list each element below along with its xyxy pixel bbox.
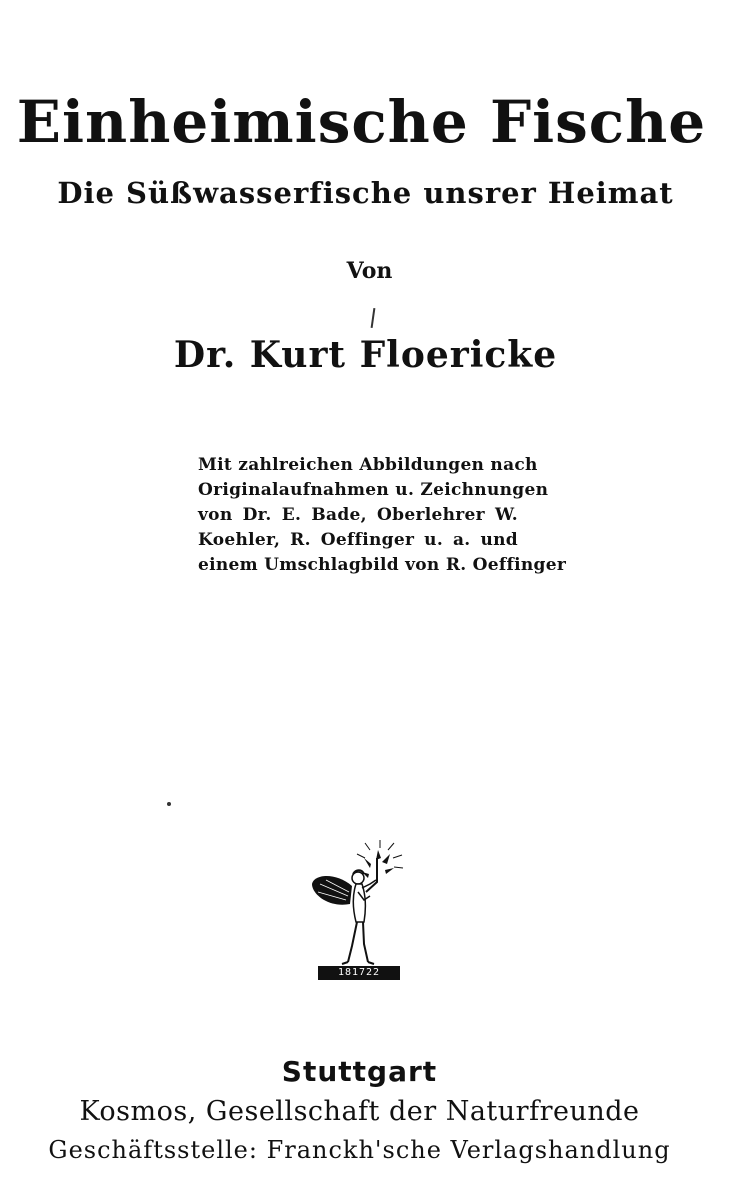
credits-line: von Dr. E. Bade, Oberlehrer W. <box>198 505 518 525</box>
credits-line: einem Umschlagbild von R. Oeffinger <box>198 555 567 575</box>
author-name: Dr. Kurt Floericke <box>173 334 558 376</box>
credits-line: Koehler, R. Oeffinger u. a. und <box>198 530 518 550</box>
credits-line: Originalaufnahmen u. Zeichnungen <box>198 480 549 500</box>
book-title: Einheimische Fische <box>16 88 707 156</box>
stray-ink-mark <box>371 308 376 328</box>
by-line: Von <box>346 258 393 284</box>
stray-dot <box>167 802 171 806</box>
emblem-number: 181722 <box>337 967 381 978</box>
publisher-name: Kosmos, Gesellschaft der Naturfreunde <box>79 1096 640 1127</box>
cherub-with-branch-icon <box>308 838 412 984</box>
illustration-credits <box>198 453 567 578</box>
publication-city: Stuttgart <box>281 1055 438 1088</box>
credits-line: Mit zahlreichen Abbildungen nach <box>198 455 538 475</box>
publisher-office: Geschäftsstelle: Franckh'sche Verlagshandlung <box>48 1136 671 1164</box>
book-subtitle: Die Süßwasserfische unsrer Heimat <box>57 176 674 210</box>
publisher-emblem <box>308 838 412 984</box>
